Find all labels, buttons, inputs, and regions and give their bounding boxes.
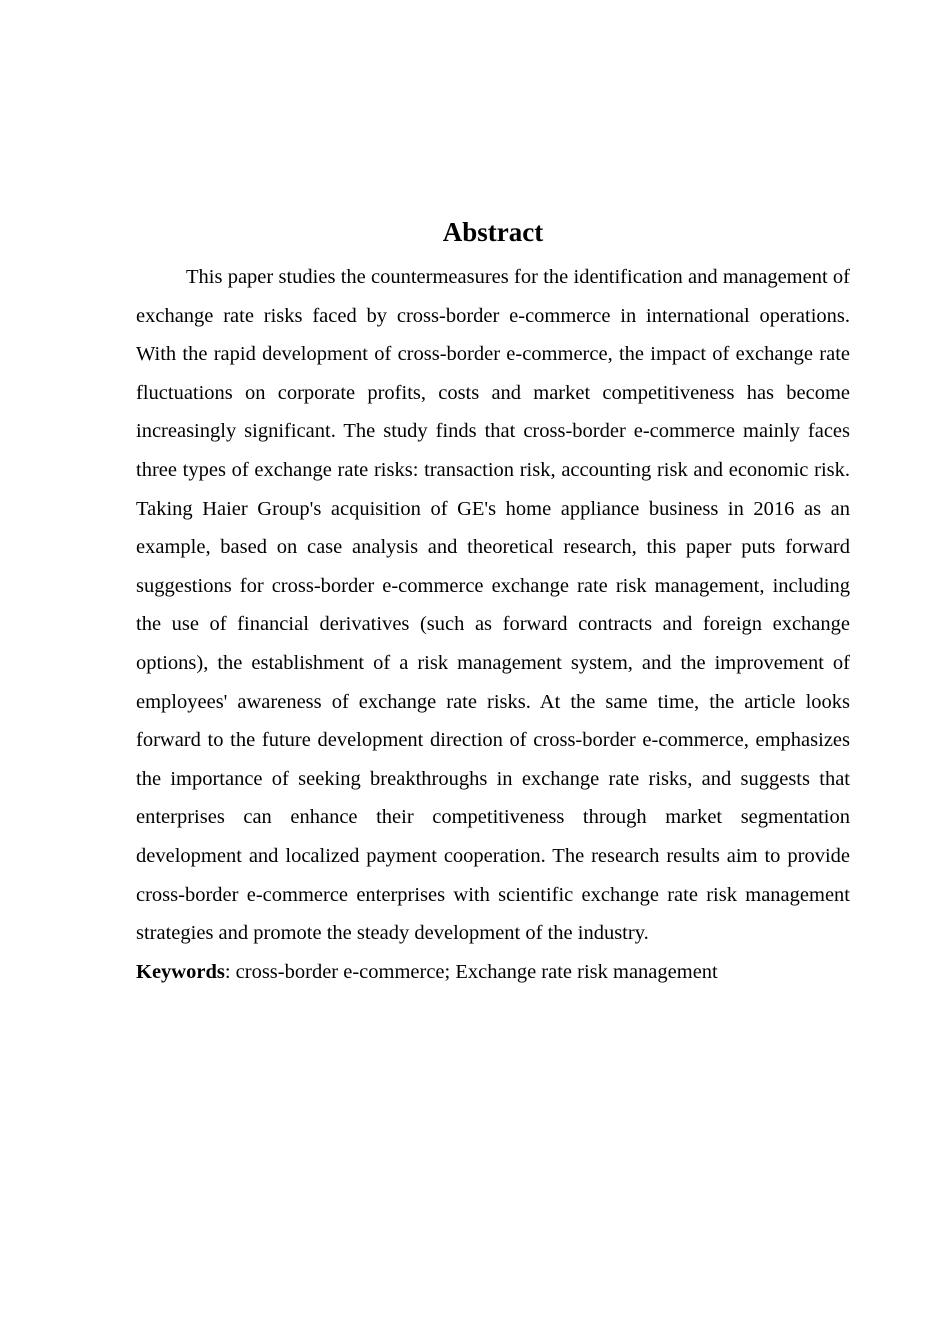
keywords-label: Keywords [136, 960, 225, 983]
keywords-text: cross-border e-commerce; Exchange rate risk management [235, 960, 718, 983]
abstract-body: This paper studies the countermeasures for the identification and management of exchange rate risks faced by cross-border e-commerce in international operations. With the rapid development of cross-border e-commerce, the impact of exchange rate fluctuations on corporate profits, costs and market competitiveness has become increasingly significant. The study finds that cross-border e-commerce mainly faces three types of exchange rate risks: transaction risk, accounting risk and economic risk. Taking Haier Group's acquisition of GE's home appliance business in 2016 as an example, based on case analysis and theoretical research, this paper puts forward suggestions for cross-border e-commerce exchange rate risk management, including the use of financial derivatives (such as forward contracts and foreign exchange options), the establishment of a risk management system, and the improvement of employees' awareness of exchange rate risks. At the same time, the article looks forward to the future development direction of cross-border e-commerce, emphasizes the importance of seeking breakthroughs in exchange rate risks, and suggests that enterprises can enhance their competitiveness through market segmentation development and localized payment cooperation. The research results aim to provide cross-border e-commerce enterprises with scientific exchange rate risk management strategies and promote the steady development of the industry. [136, 266, 850, 945]
keywords-separator: : [224, 960, 236, 983]
keywords-line [136, 953, 850, 992]
abstract-title: Abstract [442, 217, 544, 247]
abstract-section [136, 212, 850, 991]
